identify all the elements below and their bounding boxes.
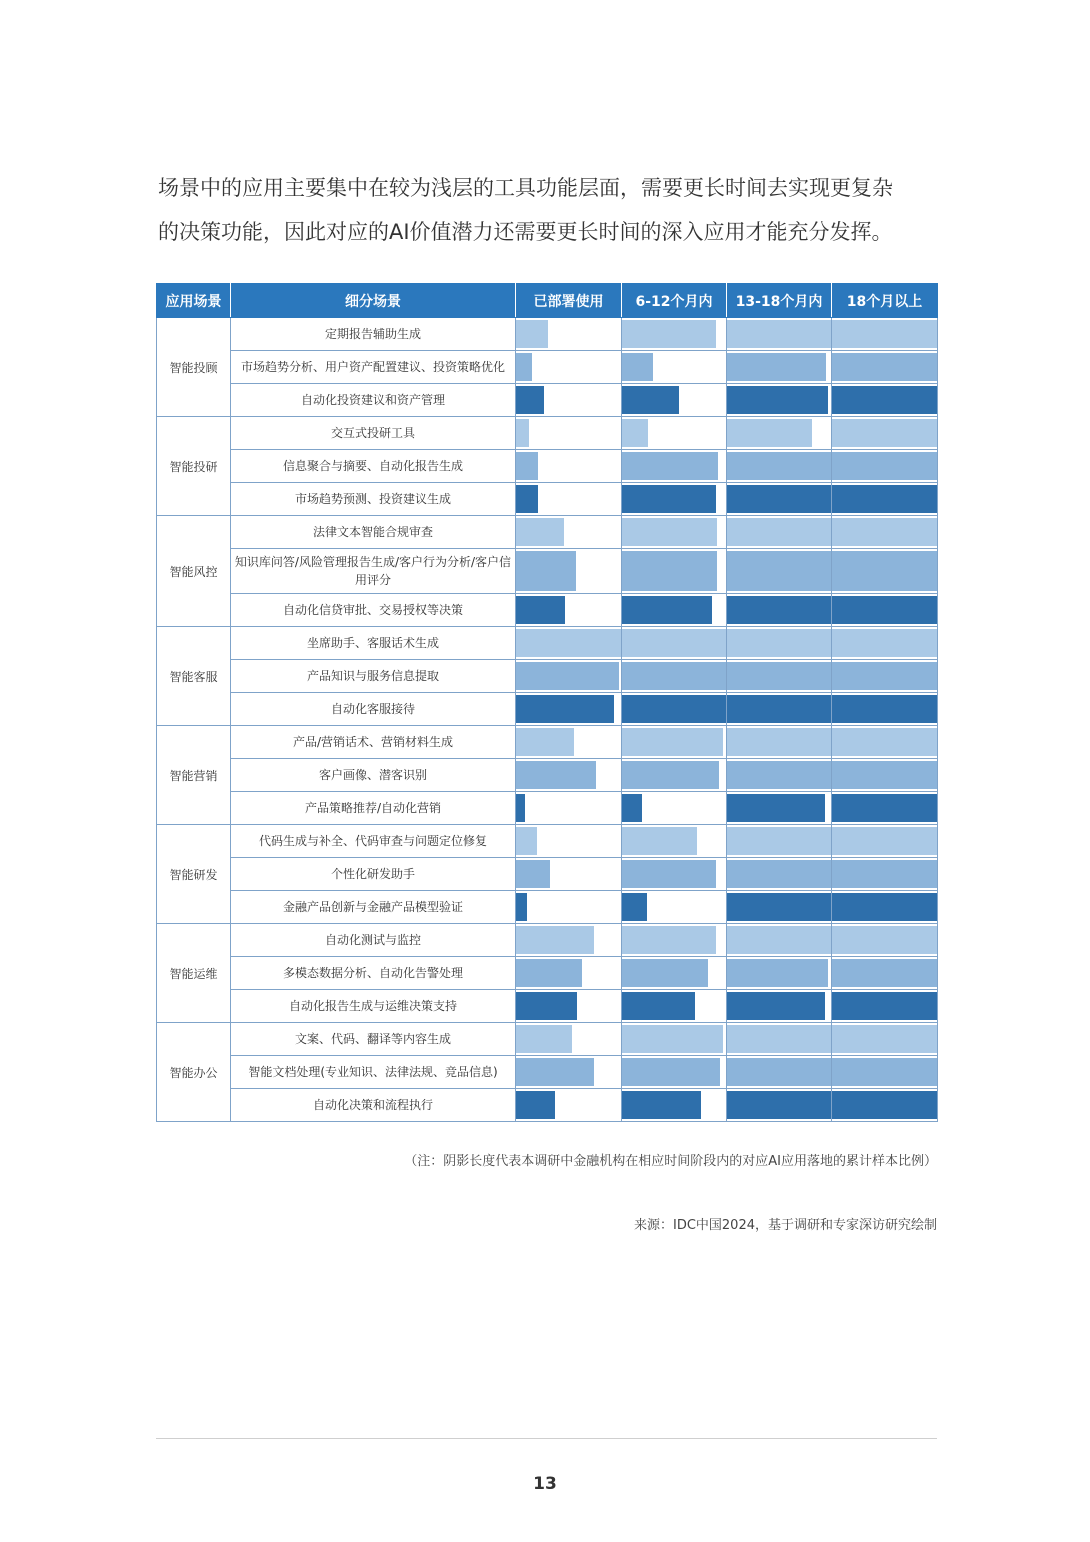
progress-fill-bar: [622, 827, 697, 855]
table-row: [157, 318, 938, 351]
progress-fill-bar: [727, 386, 828, 414]
header-scenario: 应用场景: [157, 284, 231, 318]
table-row: [157, 483, 938, 516]
progress-fill-bar: [832, 1058, 937, 1086]
timeline-cell: [622, 627, 727, 660]
sub-scenario-cell: 法律文本智能合规审查: [231, 516, 516, 549]
timeline-cell: [832, 516, 938, 549]
progress-fill-bar: [832, 1091, 937, 1119]
progress-fill-bar: [516, 1025, 572, 1053]
progress-fill-bar: [832, 518, 937, 546]
timeline-cell: [622, 990, 727, 1023]
timeline-cell: [622, 792, 727, 825]
header-deployed: 已部署使用: [516, 284, 622, 318]
timeline-cell: [516, 759, 622, 792]
timeline-cell: [622, 693, 727, 726]
progress-fill-bar: [516, 761, 596, 789]
sub-scenario-cell: 产品/营销话术、营销材料生成: [231, 726, 516, 759]
progress-fill-bar: [622, 320, 716, 348]
category-cell: 智能运维: [157, 924, 231, 1023]
progress-fill-bar: [516, 386, 544, 414]
sub-scenario-cell: 自动化测试与监控: [231, 924, 516, 957]
progress-fill-bar: [832, 452, 937, 480]
timeline-cell: [622, 924, 727, 957]
progress-fill-bar: [832, 353, 937, 381]
timeline-cell: [622, 549, 727, 594]
progress-fill-bar: [727, 728, 831, 756]
progress-fill-bar: [727, 629, 831, 657]
table-row: [157, 792, 938, 825]
progress-fill-bar: [727, 794, 825, 822]
progress-fill-bar: [727, 452, 831, 480]
progress-fill-bar: [516, 353, 532, 381]
timeline-cell: [516, 990, 622, 1023]
timeline-cell: [727, 516, 832, 549]
progress-fill-bar: [727, 992, 825, 1020]
timeline-cell: [622, 594, 727, 627]
table-row: [157, 924, 938, 957]
timeline-cell: [622, 1056, 727, 1089]
timeline-cell: [832, 792, 938, 825]
timeline-cell: [516, 693, 622, 726]
progress-fill-bar: [516, 452, 538, 480]
progress-fill-bar: [516, 662, 619, 690]
timeline-cell: [832, 693, 938, 726]
category-cell: 智能研发: [157, 825, 231, 924]
category-cell: 智能客服: [157, 627, 231, 726]
progress-fill-bar: [516, 1091, 555, 1119]
progress-fill-bar: [622, 926, 716, 954]
page-number: 13: [533, 1474, 557, 1494]
progress-fill-bar: [727, 827, 831, 855]
header-6-12-months: 6-12个月内: [622, 284, 727, 318]
sub-scenario-cell: 信息聚合与摘要、自动化报告生成: [231, 450, 516, 483]
progress-fill-bar: [727, 320, 831, 348]
progress-fill-bar: [727, 662, 831, 690]
timeline-cell: [516, 384, 622, 417]
timeline-cell: [832, 351, 938, 384]
timeline-cell: [832, 924, 938, 957]
progress-fill-bar: [516, 992, 577, 1020]
scenario-timeline-table: [156, 283, 938, 1122]
sub-scenario-cell: 客户画像、潜客识别: [231, 759, 516, 792]
intro-line-1: 场景中的应用主要集中在较为浅层的工具功能层面，需要更长时间去实现更复杂: [158, 176, 893, 200]
timeline-cell: [832, 1056, 938, 1089]
progress-fill-bar: [727, 353, 826, 381]
progress-fill-bar: [622, 386, 679, 414]
sub-scenario-cell: 知识库问答/风险管理报告生成/客户行为分析/客户信用评分: [231, 549, 516, 594]
progress-fill-bar: [622, 794, 642, 822]
timeline-cell: [622, 1089, 727, 1122]
category-cell: 智能投研: [157, 417, 231, 516]
progress-fill-bar: [622, 860, 716, 888]
timeline-cell: [622, 858, 727, 891]
timeline-cell: [516, 549, 622, 594]
timeline-cell: [622, 450, 727, 483]
sub-scenario-cell: 市场趋势预测、投资建议生成: [231, 483, 516, 516]
table-note: （注：阴影长度代表本调研中金融机构在相应时间阶段内的对应AI应用落地的累计样本比例）: [404, 1154, 937, 1169]
table-row: [157, 450, 938, 483]
timeline-cell: [622, 660, 727, 693]
timeline-cell: [516, 792, 622, 825]
timeline-cell: [622, 417, 727, 450]
timeline-cell: [516, 594, 622, 627]
progress-fill-bar: [622, 959, 708, 987]
timeline-cell: [622, 825, 727, 858]
timeline-cell: [516, 1089, 622, 1122]
timeline-cell: [727, 351, 832, 384]
timeline-cell: [832, 627, 938, 660]
timeline-cell: [727, 825, 832, 858]
table-row: [157, 1089, 938, 1122]
table-row: [157, 1056, 938, 1089]
progress-fill-bar: [832, 1025, 937, 1053]
progress-fill-bar: [622, 1025, 723, 1053]
timeline-cell: [832, 417, 938, 450]
timeline-cell: [727, 318, 832, 351]
timeline-cell: [727, 1089, 832, 1122]
sub-scenario-cell: 个性化研发助手: [231, 858, 516, 891]
progress-fill-bar: [622, 452, 718, 480]
progress-fill-bar: [516, 794, 525, 822]
sub-scenario-cell: 自动化投资建议和资产管理: [231, 384, 516, 417]
timeline-cell: [622, 759, 727, 792]
timeline-cell: [727, 693, 832, 726]
table-row: [157, 1023, 938, 1056]
sub-scenario-cell: 自动化信贷审批、交易授权等决策: [231, 594, 516, 627]
timeline-cell: [516, 483, 622, 516]
progress-fill-bar: [516, 695, 614, 723]
progress-fill-bar: [832, 386, 937, 414]
timeline-cell: [622, 318, 727, 351]
timeline-cell: [516, 891, 622, 924]
progress-fill-bar: [727, 761, 831, 789]
progress-fill-bar: [622, 485, 716, 513]
timeline-cell: [832, 1023, 938, 1056]
progress-fill-bar: [727, 485, 831, 513]
progress-fill-bar: [622, 992, 695, 1020]
timeline-cell: [727, 726, 832, 759]
progress-fill-bar: [727, 893, 831, 921]
table-row: [157, 825, 938, 858]
sub-scenario-cell: 交互式投研工具: [231, 417, 516, 450]
table-row: [157, 957, 938, 990]
progress-fill-bar: [832, 827, 937, 855]
table-row: [157, 858, 938, 891]
timeline-cell: [516, 318, 622, 351]
sub-scenario-cell: 智能文档处理(专业知识、法律法规、竞品信息): [231, 1056, 516, 1089]
progress-fill-bar: [516, 551, 576, 591]
timeline-cell: [727, 1023, 832, 1056]
table-row: [157, 351, 938, 384]
progress-fill-bar: [727, 1091, 831, 1119]
sub-scenario-cell: 金融产品创新与金融产品模型验证: [231, 891, 516, 924]
timeline-cell: [727, 759, 832, 792]
progress-fill-bar: [832, 992, 937, 1020]
progress-fill-bar: [832, 551, 937, 591]
progress-fill-bar: [832, 695, 937, 723]
timeline-cell: [727, 594, 832, 627]
category-cell: 智能办公: [157, 1023, 231, 1122]
table-row: [157, 384, 938, 417]
progress-fill-bar: [516, 320, 548, 348]
table-row: [157, 693, 938, 726]
progress-fill-bar: [622, 629, 726, 657]
timeline-cell: [832, 450, 938, 483]
progress-fill-bar: [727, 860, 831, 888]
progress-fill-bar: [622, 662, 726, 690]
progress-fill-bar: [832, 662, 937, 690]
progress-fill-bar: [516, 893, 527, 921]
timeline-cell: [516, 1023, 622, 1056]
progress-fill-bar: [622, 551, 717, 591]
timeline-cell: [516, 351, 622, 384]
source-credit: 来源：IDC中国2024，基于调研和专家深访研究绘制: [633, 1218, 937, 1233]
timeline-cell: [832, 384, 938, 417]
header-13-18-months: 13-18个月内: [727, 284, 832, 318]
table-row: [157, 891, 938, 924]
progress-fill-bar: [832, 320, 937, 348]
progress-fill-bar: [832, 596, 937, 624]
timeline-cell: [516, 858, 622, 891]
timeline-cell: [832, 660, 938, 693]
category-cell: 智能风控: [157, 516, 231, 627]
timeline-cell: [622, 384, 727, 417]
timeline-cell: [516, 450, 622, 483]
timeline-cell: [832, 549, 938, 594]
progress-fill-bar: [727, 518, 831, 546]
progress-fill-bar: [832, 959, 937, 987]
timeline-cell: [832, 594, 938, 627]
timeline-cell: [727, 627, 832, 660]
sub-scenario-cell: 产品知识与服务信息提取: [231, 660, 516, 693]
progress-fill-bar: [516, 860, 550, 888]
timeline-cell: [832, 726, 938, 759]
sub-scenario-cell: 自动化决策和流程执行: [231, 1089, 516, 1122]
timeline-cell: [622, 351, 727, 384]
progress-fill-bar: [516, 518, 564, 546]
progress-fill-bar: [622, 1058, 720, 1086]
timeline-cell: [727, 660, 832, 693]
progress-fill-bar: [727, 926, 831, 954]
timeline-cell: [727, 858, 832, 891]
table-header-row: [157, 284, 938, 318]
table-row: [157, 417, 938, 450]
progress-fill-bar: [516, 959, 582, 987]
progress-fill-bar: [622, 353, 653, 381]
timeline-cell: [516, 924, 622, 957]
progress-fill-bar: [622, 695, 726, 723]
timeline-cell: [727, 990, 832, 1023]
progress-fill-bar: [516, 629, 621, 657]
timeline-cell: [622, 891, 727, 924]
timeline-cell: [832, 759, 938, 792]
timeline-cell: [727, 1056, 832, 1089]
progress-fill-bar: [832, 728, 937, 756]
timeline-cell: [727, 957, 832, 990]
progress-fill-bar: [832, 629, 937, 657]
timeline-cell: [727, 549, 832, 594]
progress-fill-bar: [622, 518, 717, 546]
timeline-cell: [622, 957, 727, 990]
timeline-cell: [516, 417, 622, 450]
table-row: [157, 660, 938, 693]
table-row: [157, 990, 938, 1023]
sub-scenario-cell: 文案、代码、翻译等内容生成: [231, 1023, 516, 1056]
timeline-cell: [516, 627, 622, 660]
timeline-cell: [727, 417, 832, 450]
sub-scenario-cell: 产品策略推荐/自动化营销: [231, 792, 516, 825]
progress-fill-bar: [727, 419, 812, 447]
timeline-cell: [516, 516, 622, 549]
progress-fill-bar: [832, 926, 937, 954]
table-row: [157, 726, 938, 759]
progress-fill-bar: [622, 761, 719, 789]
progress-fill-bar: [727, 959, 828, 987]
progress-fill-bar: [622, 728, 723, 756]
progress-fill-bar: [727, 1025, 831, 1053]
sub-scenario-cell: 代码生成与补全、代码审查与问题定位修复: [231, 825, 516, 858]
sub-scenario-cell: 多模态数据分析、自动化告警处理: [231, 957, 516, 990]
intro-paragraph: [158, 166, 948, 254]
timeline-cell: [832, 483, 938, 516]
table-row: [157, 594, 938, 627]
progress-fill-bar: [516, 596, 565, 624]
progress-fill-bar: [622, 893, 647, 921]
progress-fill-bar: [832, 794, 937, 822]
progress-fill-bar: [727, 1058, 831, 1086]
intro-line-2: 的决策功能，因此对应的AI价值潜力还需要更长时间的深入应用才能充分发挥。: [158, 220, 893, 244]
timeline-cell: [832, 1089, 938, 1122]
progress-fill-bar: [516, 485, 538, 513]
sub-scenario-cell: 市场趋势分析、用户资产配置建议、投资策略优化: [231, 351, 516, 384]
timeline-cell: [622, 483, 727, 516]
category-cell: 智能营销: [157, 726, 231, 825]
timeline-cell: [727, 891, 832, 924]
timeline-cell: [727, 450, 832, 483]
footer-divider: [156, 1438, 937, 1439]
timeline-cell: [516, 825, 622, 858]
progress-fill-bar: [727, 695, 831, 723]
timeline-cell: [516, 726, 622, 759]
timeline-cell: [832, 858, 938, 891]
category-cell: 智能投顾: [157, 318, 231, 417]
timeline-cell: [516, 957, 622, 990]
progress-fill-bar: [516, 728, 574, 756]
table-row: [157, 627, 938, 660]
timeline-cell: [727, 792, 832, 825]
progress-fill-bar: [832, 485, 937, 513]
progress-fill-bar: [832, 893, 937, 921]
progress-fill-bar: [622, 419, 648, 447]
timeline-cell: [832, 957, 938, 990]
sub-scenario-cell: 定期报告辅助生成: [231, 318, 516, 351]
timeline-cell: [516, 1056, 622, 1089]
progress-fill-bar: [516, 419, 529, 447]
progress-fill-bar: [832, 860, 937, 888]
progress-fill-bar: [622, 1091, 701, 1119]
sub-scenario-cell: 坐席助手、客服话术生成: [231, 627, 516, 660]
progress-fill-bar: [832, 761, 937, 789]
timeline-cell: [516, 660, 622, 693]
timeline-cell: [727, 384, 832, 417]
timeline-cell: [832, 891, 938, 924]
timeline-cell: [832, 990, 938, 1023]
progress-fill-bar: [727, 596, 831, 624]
table-row: [157, 549, 938, 594]
sub-scenario-cell: 自动化报告生成与运维决策支持: [231, 990, 516, 1023]
timeline-cell: [832, 318, 938, 351]
timeline-cell: [727, 483, 832, 516]
sub-scenario-cell: 自动化客服接待: [231, 693, 516, 726]
timeline-cell: [622, 1023, 727, 1056]
table-row: [157, 759, 938, 792]
progress-fill-bar: [727, 551, 831, 591]
progress-fill-bar: [516, 1058, 594, 1086]
timeline-cell: [622, 516, 727, 549]
progress-fill-bar: [516, 926, 594, 954]
timeline-cell: [727, 924, 832, 957]
header-sub-scenario: 细分场景: [231, 284, 516, 318]
table-row: [157, 516, 938, 549]
timeline-cell: [832, 825, 938, 858]
progress-fill-bar: [832, 419, 937, 447]
progress-fill-bar: [516, 827, 537, 855]
timeline-cell: [622, 726, 727, 759]
progress-fill-bar: [622, 596, 712, 624]
header-18-plus-months: 18个月以上: [832, 284, 938, 318]
